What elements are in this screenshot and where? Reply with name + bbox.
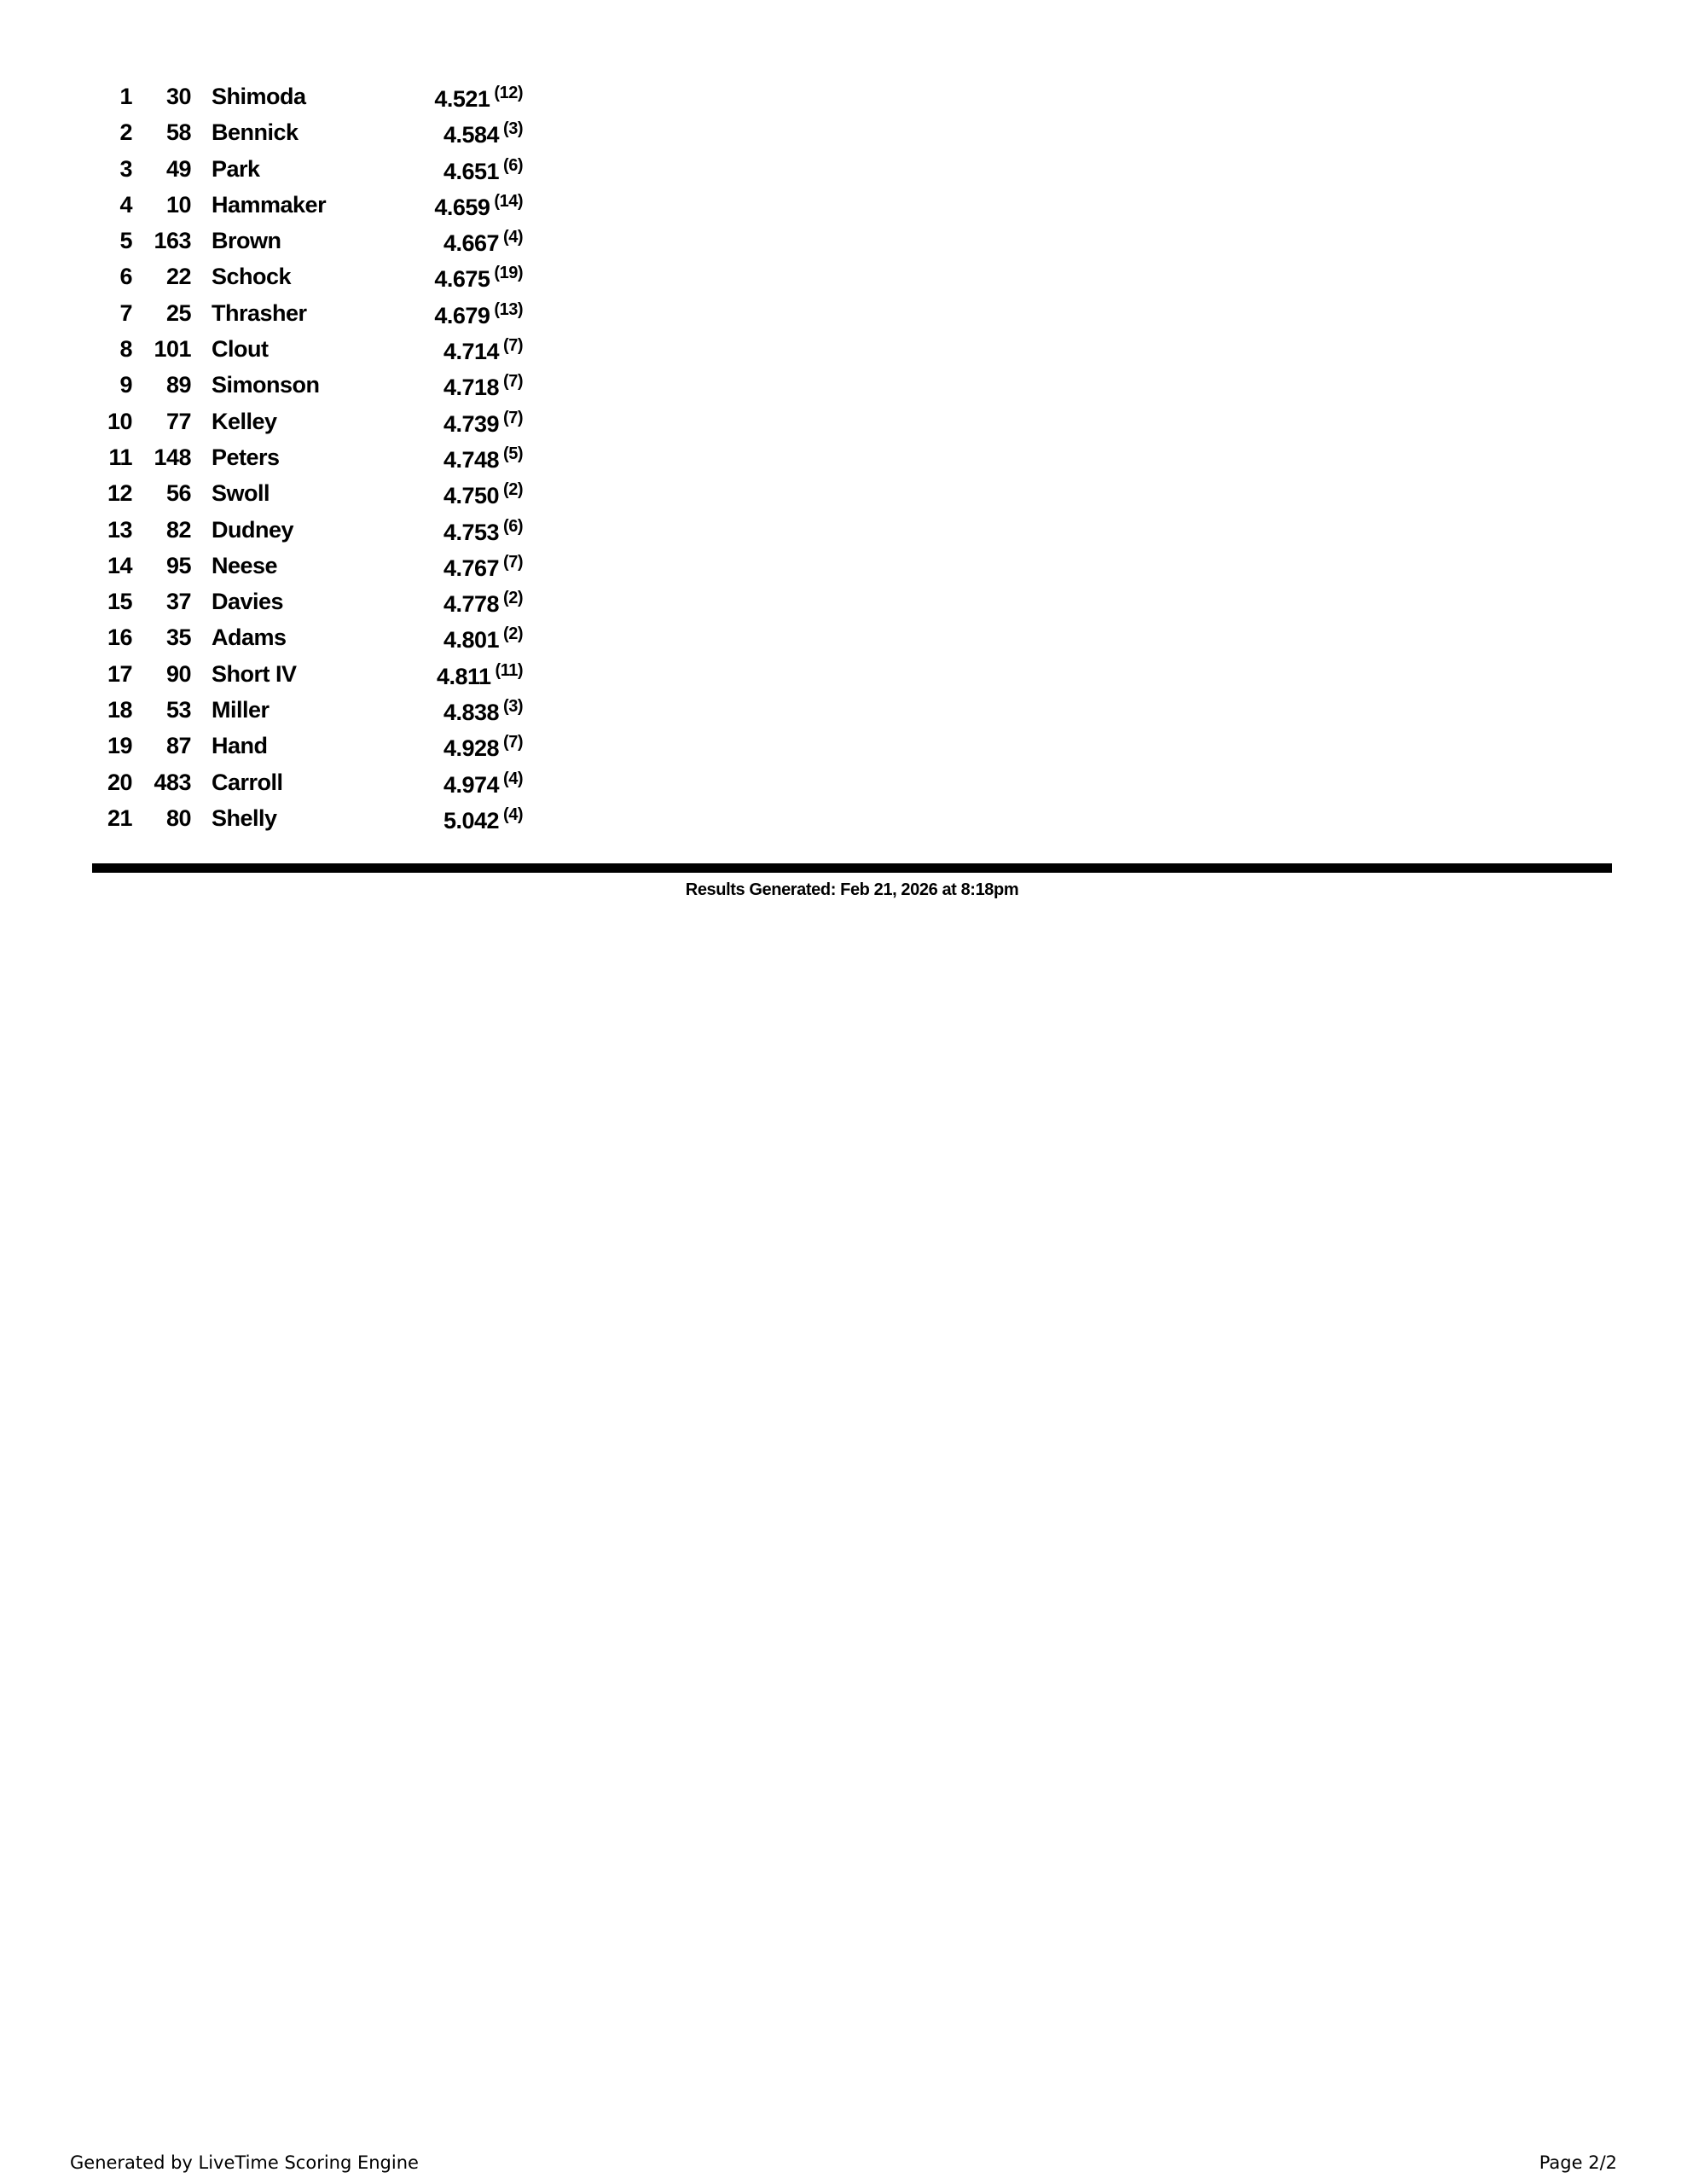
kart-number-cell: 95 [165, 552, 191, 578]
table-row [85, 800, 523, 836]
table-row [85, 78, 523, 114]
best-time-value: 4.667 [443, 230, 500, 257]
best-time-cell [341, 619, 523, 655]
driver-name-cell: Bennick [212, 119, 299, 146]
best-time-value: 4.750 [443, 483, 500, 509]
best-lap-number: (4) [503, 769, 523, 788]
best-time-cell [341, 331, 523, 367]
kart-number-cell: 90 [165, 660, 191, 687]
table-row [85, 223, 523, 258]
best-lap-number: (3) [503, 119, 523, 139]
table-row [85, 404, 523, 439]
table-row [85, 512, 523, 548]
best-lap-number: (13) [494, 299, 523, 319]
best-lap-number: (6) [503, 155, 523, 175]
best-time-value: 5.042 [443, 807, 500, 834]
best-lap-number: (5) [503, 444, 523, 463]
table-row [85, 584, 523, 619]
kart-number-cell: 101 [154, 336, 191, 363]
kart-number-cell: 483 [154, 769, 191, 795]
driver-name-cell: Swoll [212, 480, 270, 507]
position-cell: 8 [119, 336, 132, 363]
driver-name-cell: Kelley [212, 408, 277, 434]
position-cell: 6 [119, 264, 132, 290]
best-lap-number: (7) [503, 552, 523, 572]
best-time-cell [341, 223, 523, 258]
best-time-cell [341, 475, 523, 511]
best-time-cell [341, 692, 523, 728]
driver-name-cell: Shelly [212, 804, 277, 831]
position-cell: 14 [107, 552, 132, 578]
results-table [85, 78, 523, 836]
best-time-cell [341, 404, 523, 439]
position-cell: 17 [107, 660, 132, 687]
best-time-value: 4.739 [443, 410, 500, 437]
best-time-value: 4.651 [443, 158, 500, 184]
table-row [85, 367, 523, 403]
results-generated-timestamp: Results Generated: Feb 21, 2026 at 8:18pm [685, 880, 1019, 899]
best-time-cell [341, 78, 523, 114]
kart-number-cell: 148 [154, 444, 191, 470]
best-time-cell [341, 151, 523, 187]
table-row [85, 548, 523, 584]
position-cell: 12 [107, 480, 132, 507]
kart-number-cell: 58 [165, 119, 191, 146]
best-time-cell [341, 548, 523, 584]
best-time-value: 4.584 [443, 122, 500, 148]
best-time-value: 4.811 [436, 663, 491, 689]
kart-number-cell: 163 [154, 228, 191, 254]
best-lap-number: (4) [503, 804, 523, 824]
driver-name-cell: Davies [212, 589, 284, 615]
position-cell: 20 [107, 769, 132, 795]
best-lap-number: (19) [494, 264, 523, 283]
position-cell: 15 [107, 589, 132, 615]
best-time-cell [341, 367, 523, 403]
position-cell: 3 [119, 155, 132, 182]
driver-name-cell: Hammaker [212, 191, 327, 218]
kart-number-cell: 56 [165, 480, 191, 507]
driver-name-cell: Carroll [212, 769, 283, 795]
best-time-value: 4.767 [443, 555, 500, 581]
section-divider [92, 863, 1612, 873]
position-cell: 7 [119, 299, 132, 326]
driver-name-cell: Neese [212, 552, 278, 578]
table-row [85, 151, 523, 187]
best-time-value: 4.521 [434, 86, 490, 112]
kart-number-cell: 25 [165, 299, 191, 326]
best-time-cell [341, 764, 523, 800]
kart-number-cell: 53 [165, 697, 191, 723]
best-lap-number: (3) [503, 697, 523, 717]
position-cell: 18 [107, 697, 132, 723]
position-cell: 13 [107, 516, 132, 543]
best-time-value: 4.753 [443, 519, 500, 545]
driver-name-cell: Brown [212, 228, 281, 254]
best-time-value: 4.974 [443, 771, 500, 798]
best-time-value: 4.718 [443, 375, 500, 401]
best-time-value: 4.838 [443, 700, 500, 726]
position-cell: 2 [119, 119, 132, 146]
best-time-cell [341, 258, 523, 294]
kart-number-cell: 49 [165, 155, 191, 182]
kart-number-cell: 80 [165, 804, 191, 831]
best-time-value: 4.679 [434, 302, 490, 328]
best-time-value: 4.928 [443, 735, 500, 762]
kart-number-cell: 10 [165, 191, 191, 218]
driver-name-cell: Thrasher [212, 299, 307, 326]
kart-number-cell: 35 [165, 624, 191, 651]
kart-number-cell: 77 [165, 408, 191, 434]
best-lap-number: (4) [503, 228, 523, 247]
table-row [85, 692, 523, 728]
best-lap-number: (11) [495, 660, 523, 680]
position-cell: 10 [107, 408, 132, 434]
best-time-value: 4.778 [443, 591, 500, 618]
position-cell: 1 [119, 84, 132, 109]
table-row [85, 114, 523, 150]
kart-number-cell: 82 [165, 516, 191, 543]
position-cell: 11 [108, 444, 132, 470]
table-row [85, 439, 523, 475]
position-cell: 9 [119, 372, 132, 398]
table-row [85, 728, 523, 764]
best-time-cell [341, 584, 523, 619]
table-row [85, 475, 523, 511]
best-lap-number: (6) [503, 516, 523, 536]
position-cell: 16 [107, 624, 132, 651]
position-cell: 4 [119, 191, 132, 218]
best-time-value: 4.748 [443, 446, 500, 473]
best-lap-number: (14) [494, 191, 523, 211]
driver-name-cell: Clout [212, 336, 269, 363]
footer-page-number: Page 2/2 [1539, 2152, 1617, 2173]
best-lap-number: (2) [503, 624, 523, 644]
driver-name-cell: Peters [212, 444, 280, 470]
table-row [85, 258, 523, 294]
driver-name-cell: Schock [212, 264, 292, 290]
best-lap-number: (7) [503, 733, 523, 752]
best-lap-number: (7) [503, 408, 523, 427]
best-time-value: 4.659 [434, 194, 490, 220]
table-row [85, 619, 523, 655]
position-cell: 21 [107, 804, 132, 831]
driver-name-cell: Hand [212, 733, 268, 759]
driver-name-cell: Park [212, 155, 260, 182]
best-lap-number: (12) [494, 84, 523, 102]
kart-number-cell: 22 [165, 264, 191, 290]
table-row [85, 764, 523, 800]
kart-number-cell: 37 [165, 589, 191, 615]
best-lap-number: (2) [503, 589, 523, 608]
kart-number-cell: 30 [165, 84, 191, 109]
driver-name-cell: Dudney [212, 516, 294, 543]
best-lap-number: (7) [503, 336, 523, 356]
position-cell: 5 [119, 228, 132, 254]
footer-engine-credit: Generated by LiveTime Scoring Engine [70, 2152, 419, 2173]
best-lap-number: (2) [503, 480, 523, 500]
driver-name-cell: Short IV [212, 660, 297, 687]
kart-number-cell: 87 [165, 733, 191, 759]
best-time-cell [341, 439, 523, 475]
best-time-cell [341, 800, 523, 836]
best-time-cell [341, 114, 523, 150]
best-time-cell [341, 295, 523, 331]
driver-name-cell: Miller [212, 697, 270, 723]
table-row [85, 656, 523, 692]
driver-name-cell: Simonson [212, 372, 320, 398]
best-time-cell [341, 728, 523, 764]
table-row [85, 187, 523, 223]
best-lap-number: (7) [503, 372, 523, 392]
best-time-value: 4.675 [434, 266, 490, 293]
best-time-cell [341, 187, 523, 223]
kart-number-cell: 89 [165, 372, 191, 398]
driver-name-cell: Adams [212, 624, 287, 651]
table-row [85, 295, 523, 331]
table-row [85, 331, 523, 367]
position-cell: 19 [107, 733, 132, 759]
best-time-cell [341, 512, 523, 548]
best-time-value: 4.801 [443, 627, 500, 653]
best-time-value: 4.714 [443, 339, 500, 365]
driver-name-cell: Shimoda [212, 84, 306, 109]
best-time-cell [341, 656, 523, 692]
